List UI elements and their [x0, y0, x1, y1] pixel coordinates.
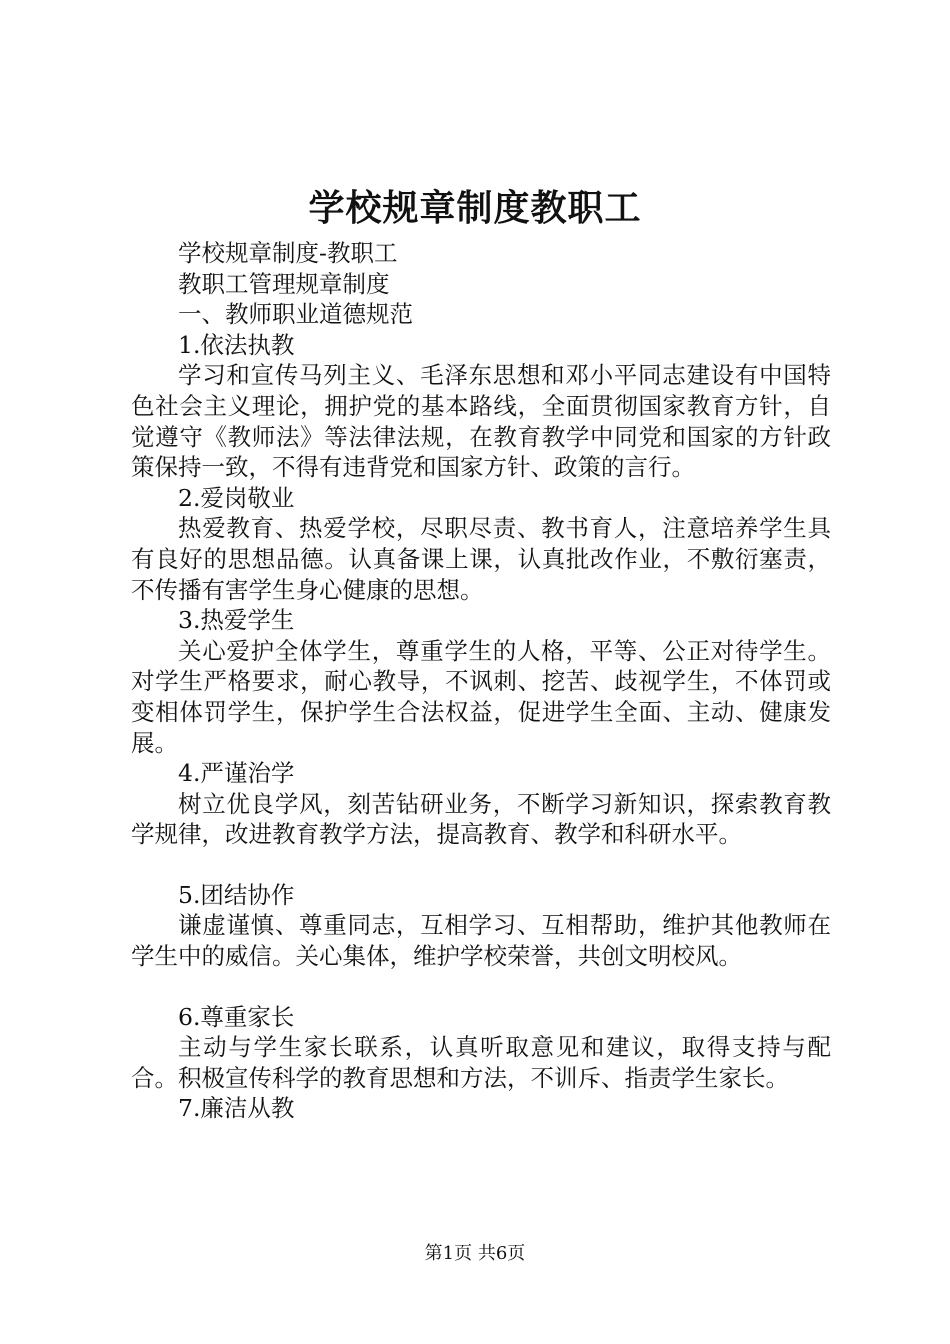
item-heading: 7.廉洁从教 [178, 1094, 295, 1123]
paragraph: 主动与学生家长联系，认真听取意见和建议，取得支持与配合。积极宣传科学的教育思想和方法，不训斥、指责学生家长。 [131, 1033, 831, 1092]
document-body [131, 238, 831, 1124]
paragraph: 树立优良学风，刻苦钻研业务，不断学习新知识，探索教育教学规律，改进教育教学方法，提高教育、教学和科研水平。 [131, 789, 831, 849]
item-heading: 4.严谨治学 [178, 759, 295, 788]
item-heading: 6.尊重家长 [178, 1002, 295, 1031]
item-heading: 5.团结协作 [178, 880, 295, 909]
item-heading: 1.依法执教 [178, 330, 295, 359]
item-heading: 3.热爱学生 [178, 606, 295, 635]
document-title: 学校规章制度教职工 [308, 187, 642, 229]
item-heading: 2.爱岗敬业 [178, 483, 295, 512]
section-heading: 一、教师职业道德规范 [178, 300, 413, 329]
page-footer: 第1页 共6页 [424, 1243, 526, 1264]
paragraph: 谦虚谨慎、尊重同志，互相学习、互相帮助，维护其他教师在学生中的威信。关心集体，维护学校荣誉，共创文明校风。 [131, 911, 831, 971]
paragraph: 学校规章制度-教职工 [178, 239, 398, 267]
paragraph: 教职工管理规章制度 [178, 269, 390, 298]
paragraph: 关心爱护全体学生，尊重学生的人格，平等、公正对待学生。对学生严格要求，耐心教导，不讽刺、挖苦、歧视学生，不体罚或变相体罚学生，保护学生合法权益，促进学生全面、主动、健康发展。 [131, 636, 831, 757]
paragraph: 热爱教育、热爱学校，尽职尽责、教书育人，注意培养学生具有良好的思想品德。认真备课上课，认真批改作业，不敷衍塞责，不传播有害学生身心健康的思想。 [131, 514, 831, 604]
paragraph: 学习和宣传马列主义、毛泽东思想和邓小平同志建设有中国特色社会主义理论，拥护党的基本路线，全面贯彻国家教育方针，自觉遵守《教师法》等法律法规，在教育教学中同党和国家的方针政策保持一致，不得有违背党和国家方针、政策的言行。 [131, 361, 831, 482]
